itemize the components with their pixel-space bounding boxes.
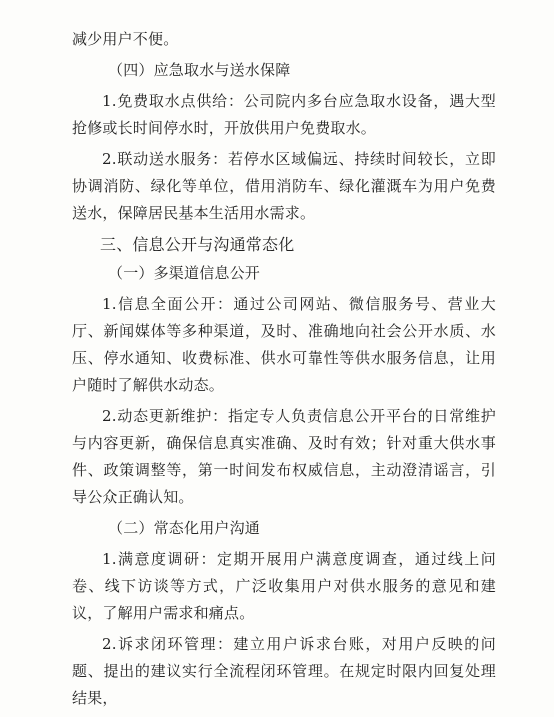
- paragraph-continuation: 减少用户不便。: [72, 30, 179, 48]
- subsection-heading-multichannel: （一）多渠道信息公开: [108, 264, 261, 282]
- paragraph-satisfaction-survey: 1.满意度调研：定期开展用户满意度调查，通过线上问卷、线下访谈等方式，广泛收集用户对供水服务的意见和建议，了解用户需求和痛点。: [72, 550, 496, 622]
- section-heading-information-disclosure: 三、信息公开与沟通常态化: [100, 235, 295, 254]
- paragraph-water-delivery: 2.联动送水服务：若停水区域偏远、持续时间较长，立即协调消防、绿化等单位，借用消防车、绿化灌溉车为用户免费送水，保障居民基本生活用水需求。: [72, 150, 496, 222]
- subsection-heading-user-communication: （二）常态化用户沟通: [108, 519, 261, 537]
- paragraph-full-disclosure: 1.信息全面公开：通过公司网站、微信服务号、营业大厅、新闻媒体等多种渠道，及时、准确地向社会公开水质、水压、停水通知、收费标准、供水可靠性等供水服务信息，让用户随时了解供水动态。: [72, 295, 496, 394]
- document-body: [72, 26, 496, 712]
- paragraph-free-water-points: 1.免费取水点供给：公司院内多台应急取水设备，遇大型抢修或长时间停水时，开放供用户免费取水。: [72, 92, 496, 137]
- paragraph-dynamic-update: 2.动态更新维护：指定专人负责信息公开平台的日常维护与内容更新，确保信息真实准确、及时有效；针对重大供水事件、政策调整等，第一时间发布权威信息，主动澄清谣言，引导公众正确认知。: [72, 407, 496, 506]
- section-heading-emergency-water: （四）应急取水与送水保障: [108, 61, 291, 79]
- paragraph-closed-loop: 2.诉求闭环管理：建立用户诉求台账，对用户反映的问题、提出的建议实行全流程闭环管理。在规定时限内回复处理结果，: [72, 635, 496, 707]
